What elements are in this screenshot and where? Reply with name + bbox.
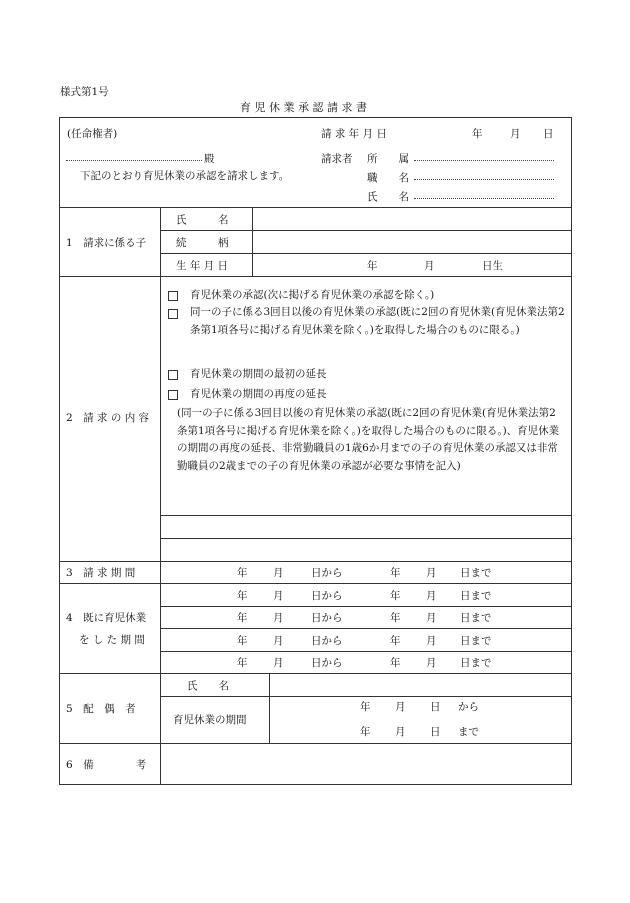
period-month: 月 (426, 567, 437, 579)
option1-checkbox[interactable] (168, 291, 178, 301)
document-title: 育 児 休 業 承 認 請 求 書 (240, 101, 367, 114)
row-separator (160, 230, 571, 231)
period-year: 年 (237, 590, 248, 602)
period-year: 年 (237, 635, 248, 647)
spouse-from-day: 日 (430, 701, 441, 713)
period-from-day: 日から (311, 635, 343, 647)
period-year: 年 (390, 567, 401, 579)
period-month: 月 (273, 657, 284, 669)
row-separator (160, 651, 571, 652)
post-label: 職 名 (367, 172, 409, 184)
child-relation-label: 続 柄 (176, 237, 229, 249)
spouse-name-field[interactable] (271, 674, 570, 695)
period-month: 月 (273, 590, 284, 602)
period-month: 月 (273, 612, 284, 624)
row-separator (59, 583, 572, 584)
section5-label: 5 配 偶 者 (66, 703, 136, 715)
period-year: 年 (237, 612, 248, 624)
spouse-to-label: まで (458, 726, 479, 738)
period-to-day: 日まで (460, 612, 492, 624)
period-year: 年 (390, 635, 401, 647)
section2-label: 2 請 求 の 内 容 (66, 412, 150, 424)
post-field[interactable] (414, 179, 554, 180)
row-separator (160, 696, 571, 697)
period-month: 月 (426, 590, 437, 602)
row-separator (160, 628, 571, 629)
period-to-day: 日まで (460, 657, 492, 669)
column-divider (269, 673, 270, 743)
request-date-label: 請 求 年 月 日 (321, 128, 387, 140)
option2-text: 同一の子に係る3回目以後の育児休業の承認(既に2回の育児休業(育児休業法第2条第1項各号に掲げる育児休業を除く。)を取得した場合のものに限る。) (190, 306, 565, 336)
affiliation-label: 所 属 (367, 153, 409, 165)
reason-note: (同一の子に係る3回目以後の育児休業の承認(既に2回の育児休業(育児休業法第2条第1項各号に掲げる育児休業を除く。)を取得した場合のものに限る。)、育児休業の期間の再度の延長、非常勤職員の1歳6か月までの子の育児休業の承認又は非常勤職員の2歳までの子の育児休業の承認が必要な事情を記入) (177, 407, 560, 472)
affiliation-field[interactable] (414, 160, 554, 161)
table-border-right (571, 117, 572, 784)
row-separator (160, 606, 571, 607)
spouse-to-year: 年 (360, 726, 371, 738)
spouse-from-year: 年 (360, 701, 371, 713)
section4-label-line1: 4 既に育児休業 (66, 612, 147, 624)
name-label: 氏 名 (367, 191, 409, 203)
period-from-day: 日から (311, 590, 343, 602)
period-year: 年 (390, 657, 401, 669)
option4-text: 育児休業の期間の再度の延長 (190, 388, 327, 400)
appointer-name-line[interactable] (66, 160, 202, 161)
reason-entry-line-1[interactable] (161, 516, 570, 537)
period-to-day: 日まで (460, 567, 492, 579)
option1-text: 育児休業の承認(次に掲げる育児休業の承認を除く。) (190, 289, 435, 301)
column-divider (252, 207, 253, 276)
birth-day: 日生 (482, 260, 503, 272)
table-border-left (59, 117, 60, 784)
name-field[interactable] (414, 198, 554, 199)
request-date-day: 日 (543, 128, 554, 140)
period-year: 年 (237, 657, 248, 669)
period-year: 年 (237, 567, 248, 579)
period-month: 月 (273, 567, 284, 579)
period-month: 月 (426, 612, 437, 624)
form-number: 様式第1号 (60, 86, 109, 98)
period-year: 年 (390, 612, 401, 624)
label-column-divider (160, 207, 161, 784)
child-birth-label: 生 年 月 日 (176, 260, 229, 272)
period-to-day: 日まで (460, 590, 492, 602)
period-month: 月 (426, 657, 437, 669)
spouse-period-label: 育児休業の期間 (173, 714, 247, 726)
period-from-day: 日から (311, 612, 343, 624)
spouse-to-month: 月 (395, 726, 406, 738)
option4-checkbox[interactable] (168, 390, 178, 400)
row-separator (59, 561, 572, 562)
row-separator (59, 207, 572, 208)
section1-label: 1 請求に係る子 (66, 237, 147, 249)
section4-label-line2: を し た 期 間 (79, 634, 145, 646)
table-border-bottom (59, 784, 572, 785)
reason-entry-line-2[interactable] (161, 539, 570, 560)
spouse-from-label: から (458, 701, 479, 713)
remarks-field[interactable] (161, 744, 570, 783)
spouse-from-month: 月 (395, 701, 406, 713)
dono-label: 殿 (204, 153, 215, 165)
row-separator (59, 276, 572, 277)
birth-year: 年 (367, 260, 378, 272)
option3-text: 育児休業の期間の最初の延長 (190, 368, 327, 380)
row-separator (160, 253, 571, 254)
option2-checkbox[interactable] (168, 309, 178, 319)
table-border-top (59, 117, 572, 118)
period-year: 年 (390, 590, 401, 602)
option3-checkbox[interactable] (168, 370, 178, 380)
birth-month: 月 (424, 260, 435, 272)
period-to-day: 日まで (460, 635, 492, 647)
request-date-year: 年 (472, 128, 483, 140)
period-month: 月 (426, 635, 437, 647)
request-date-month: 月 (510, 128, 521, 140)
child-name-label: 氏 名 (176, 214, 229, 226)
period-from-day: 日から (311, 657, 343, 669)
section6-label: 6 備 考 (66, 759, 147, 771)
spouse-to-day: 日 (430, 726, 441, 738)
appointer-label: (任命権者) (67, 128, 118, 140)
requester-label: 請求者 (321, 153, 353, 165)
period-month: 月 (273, 635, 284, 647)
spouse-name-label: 氏 名 (187, 680, 229, 692)
period-from-day: 日から (311, 567, 343, 579)
request-text: 下記のとおり育児休業の承認を請求します。 (80, 170, 290, 182)
section3-label: 3 請 求 期 間 (66, 567, 136, 579)
